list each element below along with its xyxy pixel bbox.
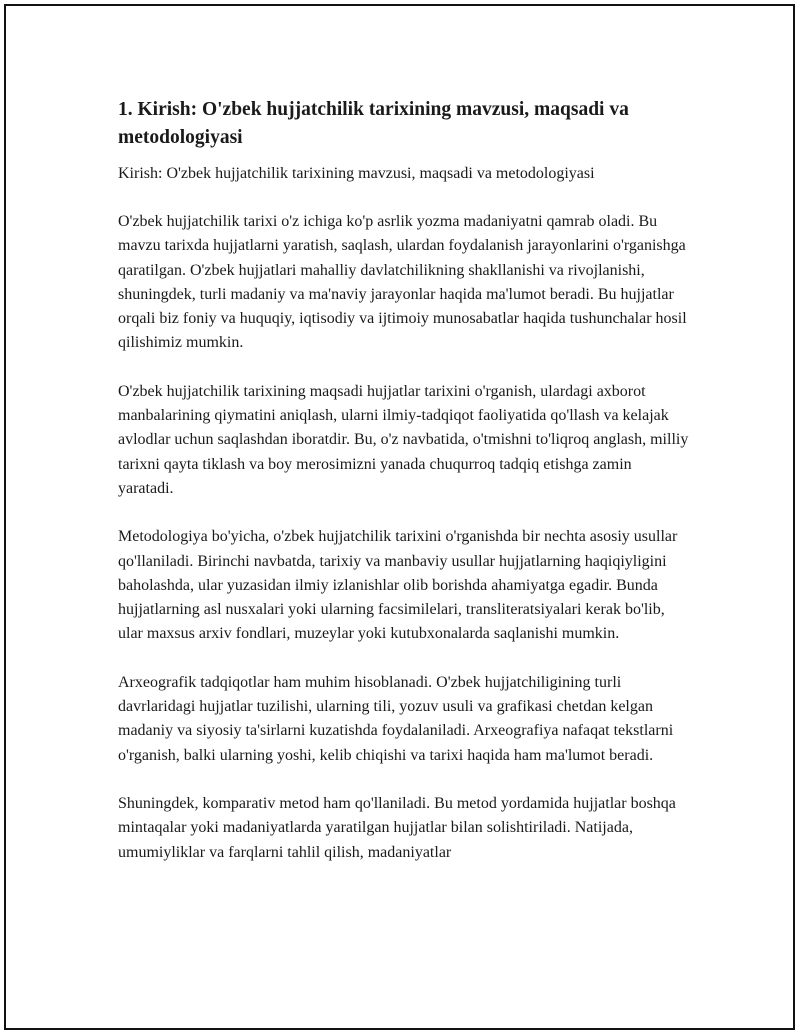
paragraph-2: O'zbek hujjatchilik tarixining maqsadi hujjatlar tarixini o'rganish, ulardagi axborot manbalarining qiymatini aniqlash, ularni ilmiy-tadqiqot faoliyatida qo'llash va kelajak avlodlar uchun saqlashdan iboratdir. Bu, o'z navbatida, o'tmishni to'liqroq anglash, milliy tarixni qayta tiklash va boy merosimizni yanada chuqurroq tadqiq etishga zamin yaratadi.: [118, 382, 689, 497]
paragraph-4: Arxeografik tadqiqotlar ham muhim hisoblanadi. O'zbek hujjatchiligining turli davrlaridagi hujjatlar tuzilishi, ularning tili, yozuv usuli va grafikasi chetdan kelgan madaniy va siyosiy ta'sirlarni kuzatishda foydalaniladi. Arxeografiya nafaqat tekstlarni o'rganish, balki ularning yoshi, kelib chiqishi va tarixi haqida ham ma'lumot beradi.: [118, 673, 674, 764]
document-content: [118, 96, 690, 865]
document-title: 1. Kirish: O'zbek hujjatchilik tarixining mavzusi, maqsadi va metodologiyasi: [118, 99, 629, 148]
paragraph-1: O'zbek hujjatchilik tarixi o'z ichiga ko'p asrlik yozma madaniyatni qamrab oladi. Bu mavzu tarixda hujjatlarni yaratish, saqlash, ulardan foydalanish jarayonlarini o'rganishga qaratilgan. O'zbek hujjatlari mahalliy davlatchilikning shakllanishi va rivojlanishi, shuningdek, turli madaniy va ma'naviy jarayonlar haqida ma'lumot beradi. Bu hujjatlar orqali biz foniy va huquqiy, iqtisodiy va ijtimoiy munosabatlar haqida tushunchalar hosil qilishimiz mumkin.: [118, 213, 687, 352]
paragraph-3: Metodologiya bo'yicha, o'zbek hujjatchilik tarixini o'rganishda bir nechta asosiy usullar qo'llaniladi. Birinchi navbatda, tarixiy va manbaviy usullar hujjatlarning haqiqiyligini baholashda, ular yuzasidan ilmiy izlanishlar olib borishda ahamiyatga egadir. Bunda hujjatlarning asl nusxalari yoki ularning facsimilelari, transliteratsiyalari kerak bo'lib, ular maxsus arxiv fondlari, muzeylar yoki kutubxonalarda saqlanishi mumkin.: [118, 528, 678, 643]
document-subtitle: Kirish: O'zbek hujjatchilik tarixining mavzusi, maqsadi va metodologiyasi: [118, 165, 595, 182]
paragraph-5: Shuningdek, komparativ metod ham qo'llaniladi. Bu metod yordamida hujjatlar boshqa mintaqalar yoki madaniyatlarda yaratilgan hujjatlar bilan solishtiriladi. Natijada, umumiyliklar va farqlarni tahlil qilish, madaniyatlar: [118, 794, 676, 861]
